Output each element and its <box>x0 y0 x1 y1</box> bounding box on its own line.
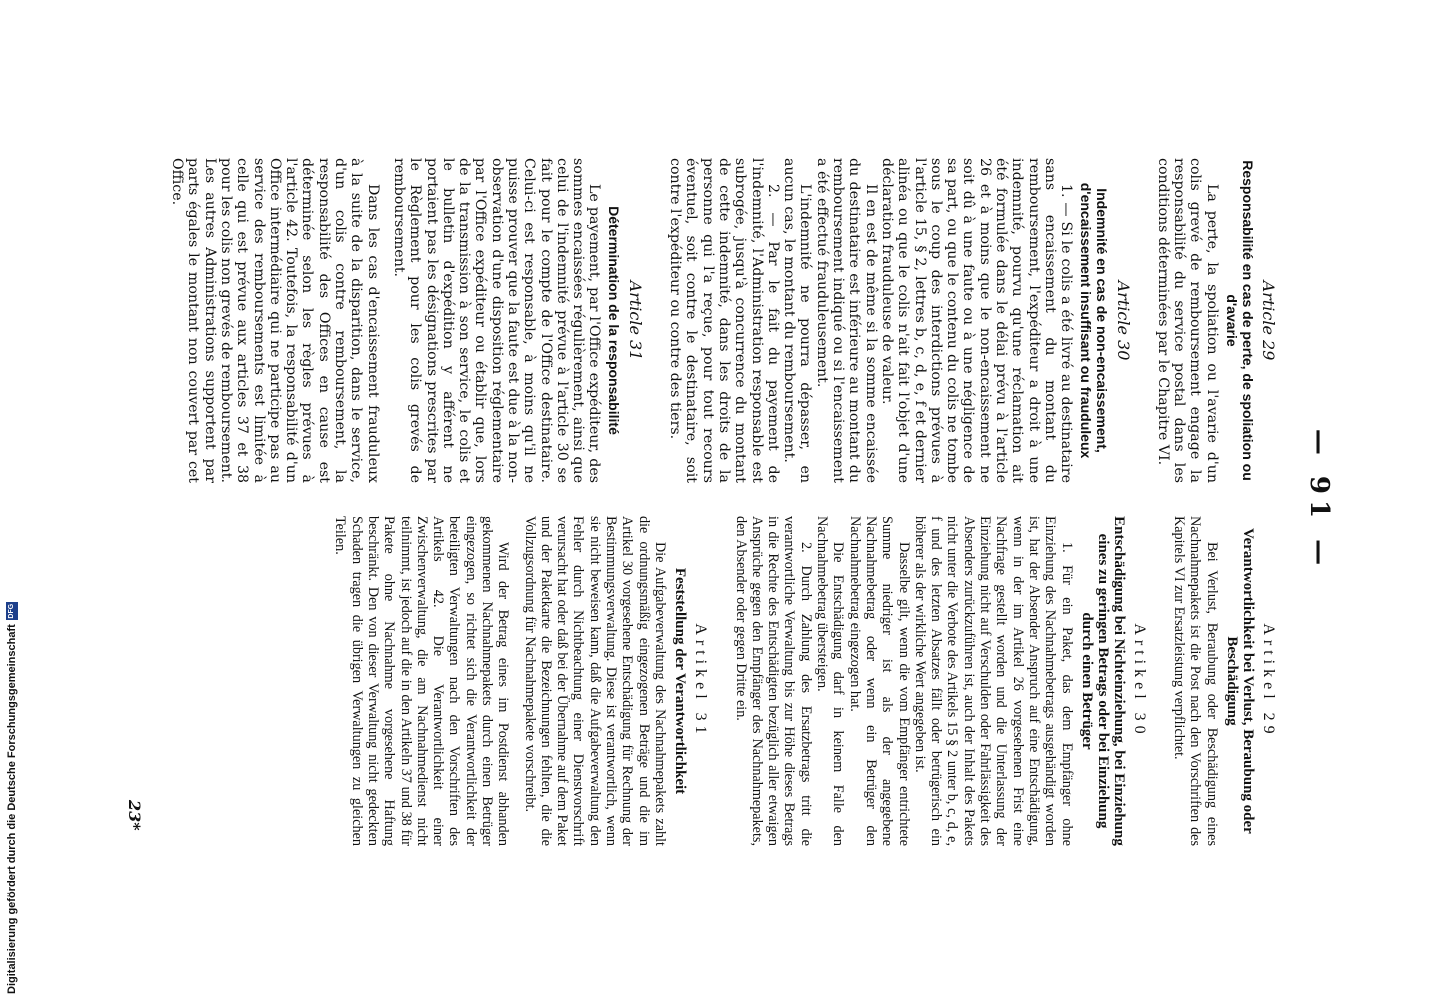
article-31-paragraph-2-fr: Dans les cas d'encaissement frauduleux à la suite de la disparition, dans le service, d'un colis contre remboursement, la responsabilité des Offices en cause est déterminée selon les règles prévues à l'article 42. Toutefois, la responsabilité d'un Office intermédiaire qui ne participe pas au service des remboursements est limitée à celle qui est prévue aux articles 37 et 38 pour les colis non grevés de remboursement. Les autres Administrations supportent par parts égales le montant non couvert par cet Office. <box>169 158 381 483</box>
article-30-heading-fr: Indemnité en cas de non-encaissement, d'encaissement insuffisant ou frauduleux <box>1078 182 1111 459</box>
article-30-paragraph-3-de: Die Entschädigung darf in keinem Falle den Nachnahmebetrag übersteigen. <box>814 516 847 846</box>
sheet-signature: 23* <box>125 800 144 831</box>
article-30-paragraph-3-fr: L'indemnité ne pourra dépasser, en aucun cas, le montant du remboursement. <box>781 158 814 483</box>
article-30-heading-de: Entschädigung bei Nichteinziehung, bei Einziehung eines zu geringen Betrags oder bei Einziehung durch einen Betrüger <box>1078 516 1127 846</box>
article-30-paragraph-2-fr: Il en est de même si la somme encaissée du destinataire est inférieure au montant du remboursement indiqué ou si l'encaissement a été effectué frauduleusement. <box>813 158 879 483</box>
german-column <box>332 516 1276 846</box>
article-30-paragraph-1-fr: 1. — Si le colis a été livré au destinataire sans encaissement du montant du remboursement, l'expéditeur a droit à une indemnité, pourvu qu'une réclamation ait été formulée dans le délai prévu à l'article 26 et à moins que le non-encaissement ne soit dû à une faute ou à une négligence de sa part, ou que le contenu du colis ne tombe sous le coup des interdictions prévues à l'article 15, § 2, lettres b, c, d, e, f et dernier alinéa ou que le colis n'ait fait l'objet d'une déclaration frauduleuse de valeur. <box>878 158 1075 483</box>
digitization-footer <box>4 602 20 994</box>
article-31-paragraph-1-fr: Le payement, par l'Office expéditeur, des sommes encaissées régulièrement, ainsi que celui de l'indemnité prévue à l'article 30 se fait pour le compte de l'Office destinataire. Celui-ci est responsable, à moins qu'il ne puisse prouver que la faute est due à la non-observation d'une disposition réglementaire par l'Office expéditeur ou établir que, lors de la transmission à son service, le colis et le bulletin d'expédition y afférent ne portaient pas les désignations prescrites par le Règlement pour les colis grevés de remboursement. <box>390 158 603 483</box>
article-31-paragraph-1-de: Die Aufgabeverwaltung des Nachnahmepakets zahlt die ordnungsmäßig eingezogenen Beträge und die im Artikel 30 vorgesehene Entschädigung für Rechnung der Bestimmungsverwaltung. Diese ist verantwortlich, wenn sie nicht beweisen kann, daß die Aufgabeverwaltung den Fehler durch Nichtbeachtung einer Dienstvorschrift verursacht hat oder daß bei der Übernahme auf dem Paket und der Paketkarte die Bezeichnungen fehlten, die die Vollzugsordnung für Nachnahmepakete vorschreibt. <box>521 516 668 846</box>
article-31-title-fr: Article 31 <box>625 280 645 361</box>
article-29-title-de: Artikel 29 <box>1260 623 1277 739</box>
article-30-paragraph-2-de: Dasselbe gilt, wenn die vom Empfänger entrichtete Summe niedriger ist als der angegebene Nachnahmebetrag oder wenn ein Betrüger den Nachnahmebetrag eingezogen hat. <box>846 516 912 846</box>
article-29-heading-fr: Responsabilité en cas de perte, de spoliation ou d'avarie <box>1223 160 1256 481</box>
footer-text: Digitalisierung gefördert durch die Deutsche Forschungsgemeinschaft <box>6 624 18 994</box>
article-30-paragraph-4-fr: 2. — Par le fait du payement de l'indemnité, l'Administration responsable est subrogée, jusqu'à concurrence du montant de cette indemnité, dans les droits de la personne qui l'a reçue, pour tout recours éventuel, soit contre le destinataire, soit contre l'expéditeur ou contre des tiers. <box>667 158 781 483</box>
page-number: — 91 — <box>1304 428 1334 572</box>
article-29-title-fr: Article 29 <box>1259 280 1278 361</box>
article-31-heading-de: Feststellung der Verantwortlichkeit <box>671 567 688 795</box>
article-29-paragraph-fr: La perte, la spoliation ou l'avarie d'un colis grevé de remboursement engage la responsabilité du service postal dans les conditions déterminées par le Chapitre VI. <box>1154 158 1220 483</box>
article-30-paragraph-4-de: 2. Durch Zahlung des Ersatzbetrags tritt die verantwortliche Verwaltung bis zur Höhe dieses Betrags in die Rechte des Entschädigten bezüglich aller etwaigen Ansprüche gegen den Empfänger des Nachnahmepakets, den Absender oder gegen Dritte ein. <box>732 516 814 846</box>
article-31-title-de: Artikel 31 <box>692 623 710 739</box>
article-29-paragraph-de: Bei Verlust, Beraubung oder Beschädigung eines Nachnahmepakets ist die Post nach den Vorschriften des Kapitels VI zur Ersatzleistung verpflichtet. <box>1171 516 1220 846</box>
article-30-title-fr: Article 30 <box>1113 280 1133 361</box>
article-31-heading-fr: Détermination de la responsabilité <box>606 206 623 435</box>
article-30-title-de: Artikel 30 <box>1130 623 1148 739</box>
article-29-heading-de: Verantwortlichkeit bei Verlust, Beraubung oder Beschädigung <box>1223 528 1256 834</box>
article-30-paragraph-1-de: 1. Für ein Paket, das dem Empfänger ohne Einziehung des Nachnahmebetrags ausgehändigt worden ist, hat der Absender Anspruch auf eine Entschädigung, wenn in der im Artikel 26 vorgesehenen Frist eine Nachfrage gestellt worden und die Unterlassung der Einziehung nicht auf Verschulden oder Fahrlässigkeit des Absenders zurückzuführen ist, auch der Inhalt des Pakets nicht unter die Verbote des Artikels 15 § 2 unter b, c, d, e, f und des letzten Absatzes fällt oder betrügerisch ein höherer als der wirkliche Wert angegeben ist. <box>911 516 1075 846</box>
article-31-paragraph-2-de: Wird der Betrag eines im Postdienst abhanden gekommenen Nachnahmepakets durch einen Betrüger eingezogen, so richtet sich die Verantwortlichkeit der beteiligten Verwaltungen nach den Vorschriften des Artikels 42. Die Verantwortlichkeit einer Zwischenverwaltung, die am Nachnahmedienst nicht teilnimmt, ist jedoch auf die in den Artikeln 37 und 38 für Pakete ohne Nachnahme vorgesehene Haftung beschränkt. Den von dieser Verwaltung nicht gedeckten Schaden tragen die übrigen Verwaltungen zu gleichen Teilen. <box>332 516 512 846</box>
french-column <box>169 158 1276 483</box>
dfg-logo-icon: DFG <box>6 602 18 620</box>
